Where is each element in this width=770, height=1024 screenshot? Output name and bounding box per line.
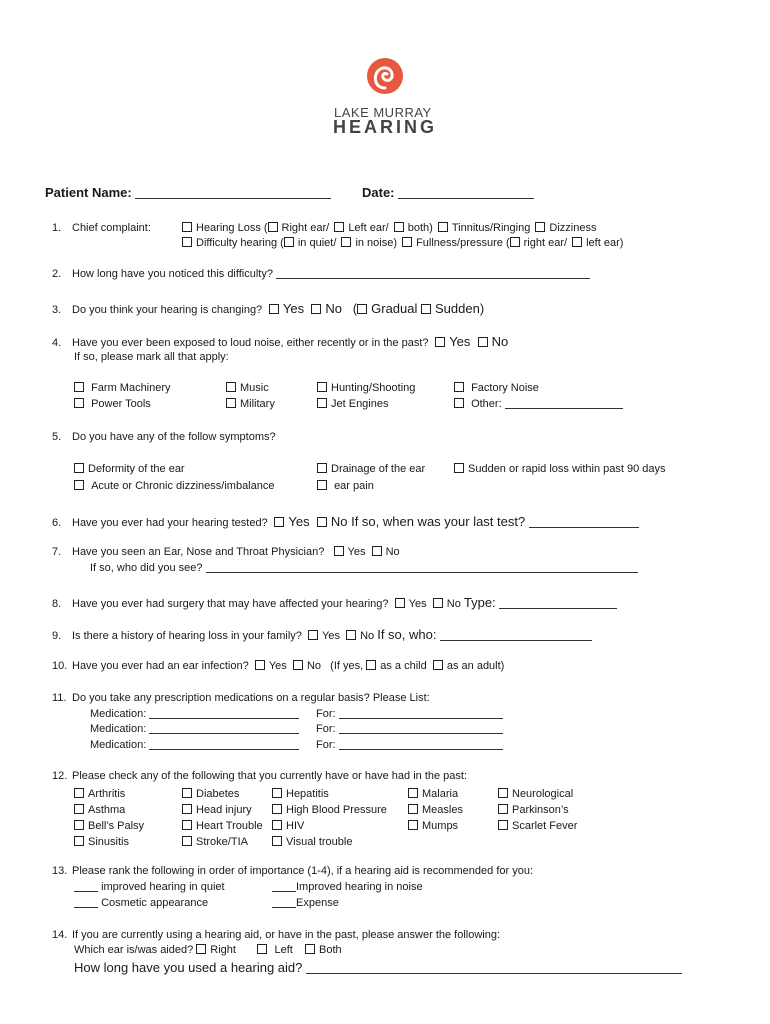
patient-name-field[interactable] xyxy=(135,198,331,199)
option-label: Arthritis xyxy=(88,788,126,800)
checkbox[interactable] xyxy=(317,463,327,473)
option-label: Fullness/pressure ( xyxy=(416,237,510,249)
option-label: Parkinson’s xyxy=(512,804,569,816)
condition-item xyxy=(408,818,463,834)
checkbox[interactable] xyxy=(357,304,367,314)
checkbox[interactable] xyxy=(317,382,327,392)
option-label: Tinnitus/Ringing xyxy=(451,222,531,234)
for-row-2 xyxy=(316,723,503,735)
option-label: Malaria xyxy=(422,788,459,800)
option-label: Heart Trouble xyxy=(196,820,263,832)
checkbox[interactable] xyxy=(226,398,236,408)
checkbox[interactable] xyxy=(435,337,445,347)
q9-row xyxy=(52,627,592,642)
family-who-field[interactable] xyxy=(440,640,592,641)
condition-item xyxy=(182,786,263,802)
yes-label: Yes xyxy=(322,630,340,642)
q8-row xyxy=(52,595,617,610)
type-label: Type: xyxy=(463,595,496,610)
condition-item xyxy=(74,834,144,850)
checkbox[interactable] xyxy=(74,804,84,814)
condition-item xyxy=(498,802,577,818)
q1-text: Chief complaint: xyxy=(72,222,151,234)
option-label: Neurological xyxy=(512,788,574,800)
condition-item xyxy=(272,802,387,818)
option-label: Hearing Loss ( xyxy=(196,222,268,234)
checkbox[interactable] xyxy=(74,836,84,846)
q5-opt-deformity xyxy=(74,463,185,475)
checkbox[interactable] xyxy=(74,398,84,408)
q2-number: 2. xyxy=(52,268,62,280)
q6-followup: If so, when was your last test? xyxy=(351,514,526,529)
condition-item xyxy=(272,818,387,834)
option-label: Expense xyxy=(296,897,339,909)
q4-opt-farm xyxy=(74,382,171,394)
condition-item xyxy=(408,786,463,802)
q4-sub: If so, please mark all that apply: xyxy=(74,351,229,363)
q10-text: Have you ever had an ear infection? xyxy=(72,660,249,672)
q12-col2 xyxy=(182,786,263,850)
q9-text: Is there a history of hearing loss in your family? xyxy=(72,630,302,642)
medication-label: Medication: xyxy=(90,708,147,720)
checkbox[interactable] xyxy=(498,804,508,814)
checkbox[interactable] xyxy=(196,944,206,954)
q14-number: 14. xyxy=(52,929,68,941)
option-label: High Blood Pressure xyxy=(286,804,387,816)
checkbox[interactable] xyxy=(308,630,318,640)
date-label: Date: xyxy=(362,185,395,200)
option-label: Power Tools xyxy=(91,398,151,410)
q14-which-row xyxy=(74,944,342,956)
q4-number: 4. xyxy=(52,337,62,349)
checkbox[interactable] xyxy=(433,598,443,608)
option-label: in noise) xyxy=(355,237,398,249)
option-label: improved hearing in quiet xyxy=(101,881,225,893)
option-label: Acute or Chronic dizziness/imbalance xyxy=(91,480,275,492)
q12-col3 xyxy=(272,786,387,850)
q4-opt-music xyxy=(226,382,269,394)
checkbox[interactable] xyxy=(182,788,192,798)
sudden-label: Sudden) xyxy=(435,301,485,316)
checkbox[interactable] xyxy=(402,237,412,247)
q13-row xyxy=(52,865,533,877)
yes-label: Yes xyxy=(288,514,310,529)
for-label: For: xyxy=(316,723,336,735)
checkbox[interactable] xyxy=(317,398,327,408)
option-label: Measles xyxy=(422,804,463,816)
q13-number: 13. xyxy=(52,865,68,877)
option-label: Bell’s Palsy xyxy=(88,820,145,832)
option-label: in quiet/ xyxy=(297,237,337,249)
q11-number: 11. xyxy=(52,692,67,704)
option-label: Hunting/Shooting xyxy=(331,382,416,394)
med-row-1 xyxy=(90,708,299,720)
checkbox[interactable] xyxy=(394,222,404,232)
option-label: HIV xyxy=(286,820,305,832)
q5-opt-earpain xyxy=(317,480,374,492)
checkbox[interactable] xyxy=(535,222,545,232)
condition-item xyxy=(408,802,463,818)
option-label: Stroke/TIA xyxy=(196,836,248,848)
rank-field[interactable] xyxy=(272,891,296,892)
no-label: No xyxy=(330,514,348,529)
option-label: Deformity of the ear xyxy=(88,463,185,475)
brand-name-bottom: HEARING xyxy=(333,117,438,137)
condition-item xyxy=(272,834,387,850)
q12-row xyxy=(52,770,467,782)
for-field[interactable] xyxy=(339,749,503,750)
checkbox[interactable] xyxy=(408,820,418,830)
q2-text: How long have you noticed this difficulty? xyxy=(72,268,273,280)
checkbox[interactable] xyxy=(272,820,282,830)
q5-row xyxy=(52,431,276,443)
option-label: Hepatitis xyxy=(286,788,329,800)
q2-answer-field[interactable] xyxy=(276,278,590,279)
brand-name-top: LAKE MURRAY xyxy=(334,105,432,120)
condition-item xyxy=(272,786,387,802)
last-test-field[interactable] xyxy=(529,527,639,528)
checkbox[interactable] xyxy=(268,222,278,232)
checkbox[interactable] xyxy=(334,222,344,232)
q12-col4 xyxy=(408,786,463,834)
option-label: Improved hearing in noise xyxy=(296,881,423,893)
q1-options-row1 xyxy=(182,222,596,234)
q3-number: 3. xyxy=(52,304,62,316)
q9-number: 9. xyxy=(52,630,62,642)
condition-item xyxy=(182,802,263,818)
checkbox[interactable] xyxy=(182,820,192,830)
option-label: Dizziness xyxy=(549,222,597,234)
checkbox[interactable] xyxy=(395,598,405,608)
q14-text: If you are currently using a hearing aid, or have in the past, please answer the following: xyxy=(72,929,501,941)
med-row-3 xyxy=(90,739,299,751)
option-label: Diabetes xyxy=(196,788,240,800)
other-field[interactable] xyxy=(505,408,623,409)
option-label: Mumps xyxy=(422,820,459,832)
checkbox[interactable] xyxy=(334,546,344,556)
gradual-label: Gradual xyxy=(371,301,418,316)
yes-label: Yes xyxy=(268,660,287,672)
for-label: For: xyxy=(316,708,336,720)
checkbox[interactable] xyxy=(498,820,508,830)
option-label: Drainage of the ear xyxy=(331,463,426,475)
checkbox[interactable] xyxy=(74,788,84,798)
checkbox[interactable] xyxy=(74,480,84,490)
condition-item xyxy=(498,786,577,802)
for-row-3 xyxy=(316,739,503,751)
q3-row xyxy=(52,301,484,316)
for-row-1 xyxy=(316,708,503,720)
checkbox[interactable] xyxy=(454,463,464,473)
option-label: both) xyxy=(407,222,433,234)
q4-opt-hunting xyxy=(317,382,415,394)
date-row xyxy=(362,185,534,200)
option-label: Factory Noise xyxy=(471,382,539,394)
medication-field[interactable] xyxy=(149,749,299,750)
q5-opt-dizziness xyxy=(74,480,274,492)
medication-field[interactable] xyxy=(149,718,299,719)
rank-field[interactable] xyxy=(272,907,296,908)
no-label: No xyxy=(306,660,321,672)
checkbox[interactable] xyxy=(372,546,382,556)
option-label: right ear/ xyxy=(523,237,568,249)
checkbox[interactable] xyxy=(433,660,443,670)
rank-opt-quiet xyxy=(74,881,225,893)
q12-number: 12. xyxy=(52,770,68,782)
checkbox[interactable] xyxy=(257,944,267,954)
checkbox[interactable] xyxy=(454,382,464,392)
ifyes-label: (If yes, xyxy=(330,660,364,672)
checkbox[interactable] xyxy=(74,382,84,392)
logo-icon xyxy=(366,57,404,98)
both-label: Both xyxy=(319,944,342,956)
checkbox[interactable] xyxy=(421,304,431,314)
checkbox[interactable] xyxy=(272,836,282,846)
checkbox[interactable] xyxy=(510,237,520,247)
right-label: Right xyxy=(210,944,236,956)
for-field[interactable] xyxy=(339,733,503,734)
checkbox[interactable] xyxy=(317,517,327,527)
q12-col1 xyxy=(74,786,144,850)
adult-label: as an adult) xyxy=(446,660,505,672)
option-label: Sinusitis xyxy=(88,836,129,848)
option-label: Jet Engines xyxy=(331,398,389,410)
checkbox[interactable] xyxy=(498,788,508,798)
checkbox[interactable] xyxy=(311,304,321,314)
option-label: ear pain xyxy=(334,480,374,492)
q4-text: Have you ever been exposed to loud noise, either recently or in the past? xyxy=(72,337,429,349)
checkbox[interactable] xyxy=(182,237,192,247)
option-label: Left ear/ xyxy=(348,222,389,234)
medication-label: Medication: xyxy=(90,739,147,751)
no-label: No xyxy=(446,598,461,610)
option-label: Cosmetic appearance xyxy=(101,897,209,909)
option-label: Asthma xyxy=(88,804,126,816)
q10-row xyxy=(52,660,504,672)
q5-number: 5. xyxy=(52,431,62,443)
option-label: Military xyxy=(240,398,275,410)
yes-label: Yes xyxy=(449,334,471,349)
q1-options-row2 xyxy=(182,237,623,249)
no-label: No xyxy=(325,301,342,316)
option-label: Music xyxy=(240,382,269,394)
q7-row xyxy=(52,546,400,558)
howlong-field[interactable] xyxy=(306,973,682,974)
yes-label: Yes xyxy=(282,301,305,316)
child-label: as a child xyxy=(380,660,427,672)
checkbox[interactable] xyxy=(478,337,488,347)
checkbox[interactable] xyxy=(317,480,327,490)
medication-label: Medication: xyxy=(90,723,147,735)
checkbox[interactable] xyxy=(346,630,356,640)
q6-text: Have you ever had your hearing tested? xyxy=(72,517,268,529)
q10-number: 10. xyxy=(52,660,68,672)
q1-number: 1. xyxy=(52,222,62,234)
checkbox[interactable] xyxy=(366,660,376,670)
q4-opt-power xyxy=(74,398,151,410)
date-field[interactable] xyxy=(398,198,534,199)
checkbox[interactable] xyxy=(305,944,315,954)
q4-opt-factory xyxy=(454,382,539,394)
checkbox[interactable] xyxy=(272,804,282,814)
condition-item xyxy=(74,818,144,834)
q14-row xyxy=(52,929,500,941)
checkbox[interactable] xyxy=(341,237,351,247)
checkbox[interactable] xyxy=(274,517,284,527)
option-label: Scarlet Fever xyxy=(512,820,578,832)
q8-number: 8. xyxy=(52,598,62,610)
howlong-label: How long have you used a hearing aid? xyxy=(74,960,303,975)
option-label: Difficulty hearing ( xyxy=(196,237,284,249)
q2-row xyxy=(52,268,590,280)
for-field[interactable] xyxy=(339,718,503,719)
q5-opt-drainage xyxy=(317,463,425,475)
q3-text: Do you think your hearing is changing? xyxy=(72,304,263,316)
checkbox[interactable] xyxy=(182,836,192,846)
option-label: Other: xyxy=(471,398,502,410)
q7-text: Have you seen an Ear, Nose and Throat Physician? xyxy=(72,546,325,558)
option-label: Right ear/ xyxy=(281,222,330,234)
condition-item xyxy=(498,818,577,834)
checkbox[interactable] xyxy=(293,660,303,670)
checkbox[interactable] xyxy=(272,788,282,798)
checkbox[interactable] xyxy=(408,788,418,798)
condition-item xyxy=(74,786,144,802)
checkbox[interactable] xyxy=(438,222,448,232)
checkbox[interactable] xyxy=(255,660,265,670)
for-label: For: xyxy=(316,739,336,751)
q7-sub: If so, who did you see? xyxy=(90,562,203,574)
option-label: Sudden or rapid loss within past 90 days xyxy=(468,463,666,475)
med-row-2 xyxy=(90,723,299,735)
rank-opt-noise xyxy=(272,881,423,893)
condition-item xyxy=(182,818,263,834)
q5-opt-sudden xyxy=(454,463,666,475)
rank-field[interactable] xyxy=(74,891,98,892)
patient-name-label: Patient Name: xyxy=(45,185,132,200)
checkbox[interactable] xyxy=(226,382,236,392)
q4-opt-other xyxy=(454,398,623,410)
yes-label: Yes xyxy=(347,546,366,558)
no-label: No xyxy=(385,546,400,558)
paren: ( xyxy=(352,301,358,316)
option-label: Head injury xyxy=(196,804,252,816)
left-label: Left xyxy=(274,944,293,956)
q4-opt-military xyxy=(226,398,275,410)
q14-howlong-row xyxy=(74,960,682,975)
which-ear-label: Which ear is/was aided? xyxy=(74,944,194,956)
rank-opt-expense xyxy=(272,897,339,909)
option-label: Farm Machinery xyxy=(91,382,171,394)
condition-item xyxy=(182,834,263,850)
q8-text: Have you ever had surgery that may have affected your hearing? xyxy=(72,598,389,610)
option-label: Visual trouble xyxy=(286,836,353,848)
surgery-type-field[interactable] xyxy=(499,608,617,609)
checkbox[interactable] xyxy=(74,463,84,473)
q1-label xyxy=(52,222,151,234)
q5-text: Do you have any of the follow symptoms? xyxy=(72,431,276,443)
rank-field[interactable] xyxy=(74,907,98,908)
q11-row xyxy=(52,692,430,704)
medication-field[interactable] xyxy=(149,733,299,734)
q4-row xyxy=(52,334,508,349)
checkbox[interactable] xyxy=(182,804,192,814)
q13-text: Please rank the following in order of importance (1-4), if a hearing aid is recommended for you: xyxy=(72,865,534,877)
yes-label: Yes xyxy=(408,598,427,610)
checkbox[interactable] xyxy=(408,804,418,814)
checkbox[interactable] xyxy=(284,237,294,247)
q7-sub-row xyxy=(90,562,638,574)
no-label: No xyxy=(360,630,375,642)
q12-col5 xyxy=(498,786,577,834)
patient-name-row xyxy=(45,185,331,200)
q11-text: Do you take any prescription medications on a regular basis? Please List: xyxy=(72,692,430,704)
checkbox[interactable] xyxy=(74,820,84,830)
q12-text: Please check any of the following that you currently have or have had in the past: xyxy=(72,770,468,782)
who-label: If so, who: xyxy=(377,627,437,642)
q6-number: 6. xyxy=(52,517,62,529)
checkbox[interactable] xyxy=(572,237,582,247)
q7-number: 7. xyxy=(52,546,62,558)
checkbox[interactable] xyxy=(454,398,464,408)
checkbox[interactable] xyxy=(269,304,279,314)
q6-row xyxy=(52,514,639,529)
condition-item xyxy=(74,802,144,818)
q4-opt-jet xyxy=(317,398,388,410)
ent-physician-field[interactable] xyxy=(206,572,638,573)
checkbox[interactable] xyxy=(182,222,192,232)
no-label: No xyxy=(491,334,509,349)
rank-opt-cosmetic xyxy=(74,897,208,909)
option-label: left ear) xyxy=(586,237,624,249)
